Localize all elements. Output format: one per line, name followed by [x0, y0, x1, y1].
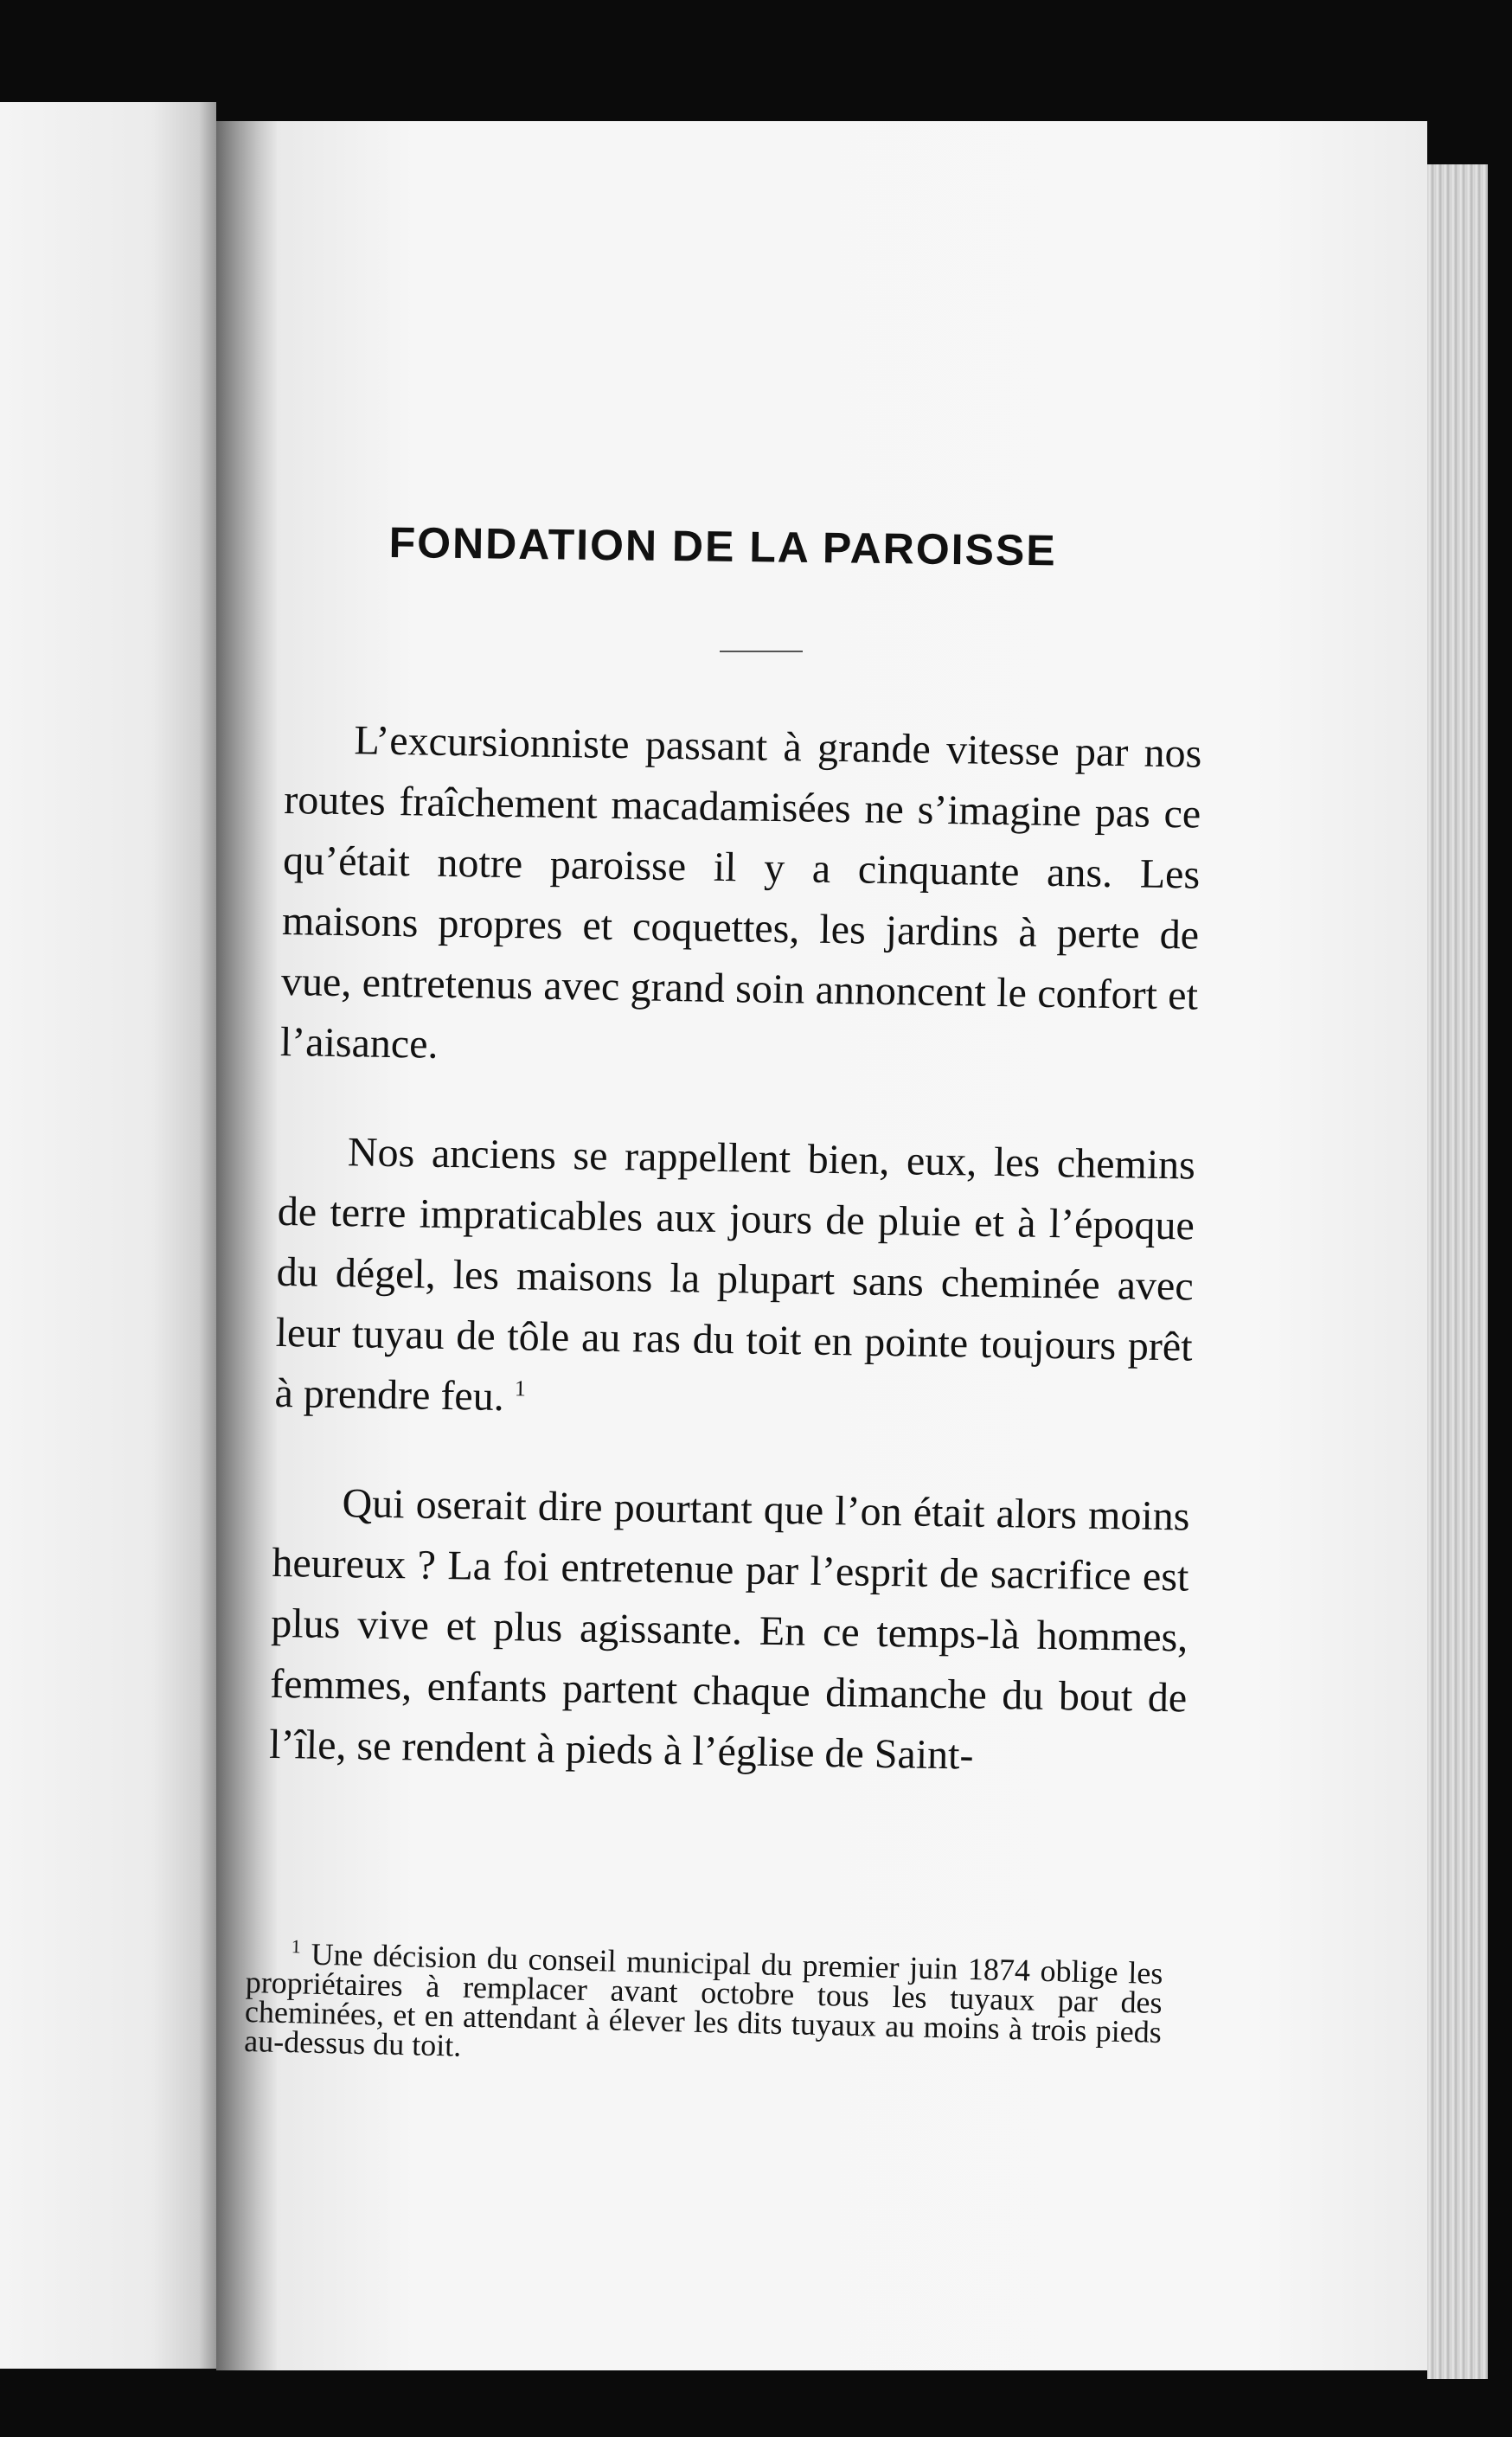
paragraph-3: Qui oserait dire pourtant que l’on était alors moins heureux ? La foi entretenue par l’esprit de sacrifice est plus vive et plus agissante. En ce temps-là hommes, femmes, enfants partent chaque dimanche du bout de l’île, se rendent à pieds à l’église de Saint-	[268, 1480, 1190, 1779]
title-rule	[720, 651, 803, 652]
footnote-text: Une décision du conseil municipal du premier juin 1874 oblige les propriétaires à remplacer avant octobre tous les tuyaux par des cheminées, et en attendant à élever les dits tuyaux au moins à trois pieds au-dessus du toit.	[243, 1936, 1163, 2063]
chapter-title: FONDATION DE LA PAROISSE	[388, 517, 1058, 575]
left-page	[0, 102, 216, 2369]
paragraph-2	[274, 1121, 1195, 1439]
footnote-reference: 1	[514, 1376, 527, 1401]
page-edges	[1427, 164, 1488, 2379]
paragraph-2-text: Nos anciens se rappellent bien, eux, les chemins de terre impraticables aux jours de pluie et à l’époque du dégel, les maisons la plupart sans cheminée avec leur tuyau de tôle au ras du toit en pointe toujours prêt à prendre feu.	[274, 1129, 1196, 1421]
body-text	[268, 709, 1202, 1837]
footnote	[243, 1935, 1163, 2076]
paragraph-1: L’excursionniste passant à grande vitesse par nos routes fraîchement macadamisées ne s’imagine pas ce qu’était notre paroisse il y a cinquante ans. Les maisons propres et coquettes, les jardins à perte de vue, entretenus avec grand soin annoncent le confort et l’aisance.	[279, 717, 1202, 1068]
footnote-mark: 1	[291, 1935, 302, 1958]
